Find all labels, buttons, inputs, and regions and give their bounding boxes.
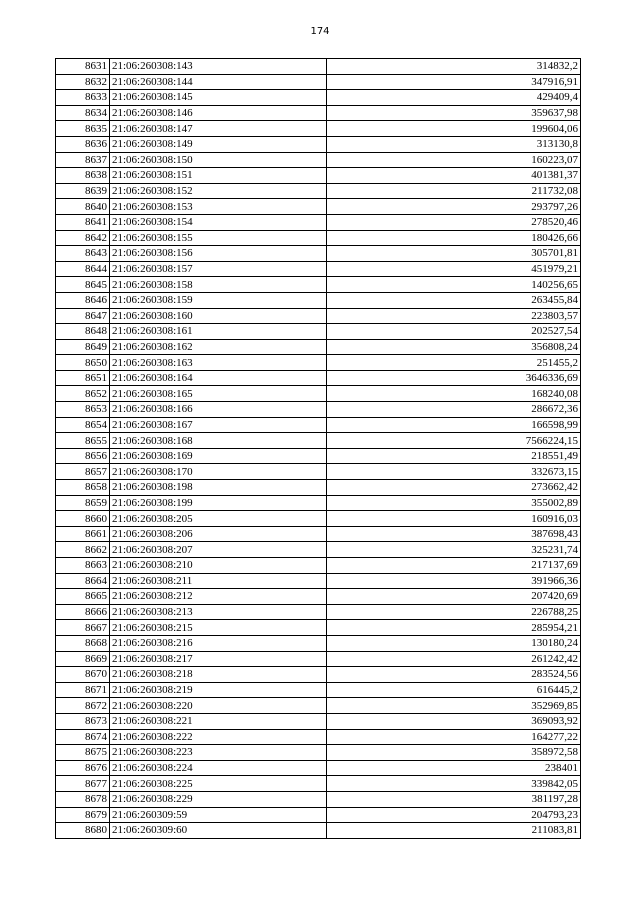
cadastral-number-cell: 21:06:260308:157 — [110, 261, 327, 277]
row-number-cell: 8674 — [56, 729, 110, 745]
table-row — [56, 698, 581, 714]
cadastral-number-cell: 21:06:260308:168 — [110, 433, 327, 449]
cadastral-number-cell: 21:06:260308:206 — [110, 526, 327, 542]
table-row — [56, 464, 581, 480]
cadastral-value-cell: 616445,2 — [327, 682, 581, 698]
cadastral-value-cell: 325231,74 — [327, 542, 581, 558]
row-number-cell: 8644 — [56, 261, 110, 277]
row-number-cell: 8641 — [56, 214, 110, 230]
cadastral-number-cell: 21:06:260308:211 — [110, 573, 327, 589]
row-number-cell: 8635 — [56, 121, 110, 137]
row-number-cell: 8673 — [56, 713, 110, 729]
cadastral-number-cell: 21:06:260308:169 — [110, 448, 327, 464]
cadastral-number-cell: 21:06:260308:165 — [110, 386, 327, 402]
table-row — [56, 745, 581, 761]
row-number-cell: 8657 — [56, 464, 110, 480]
cadastral-value-cell: 218551,49 — [327, 448, 581, 464]
cadastral-number-cell: 21:06:260308:170 — [110, 464, 327, 480]
cadastral-number-cell: 21:06:260308:147 — [110, 121, 327, 137]
cadastral-value-cell: 211732,08 — [327, 183, 581, 199]
table-row — [56, 105, 581, 121]
row-number-cell: 8652 — [56, 386, 110, 402]
cadastral-number-cell: 21:06:260308:225 — [110, 776, 327, 792]
table-row — [56, 760, 581, 776]
row-number-cell: 8666 — [56, 604, 110, 620]
table-row — [56, 214, 581, 230]
cadastral-number-cell: 21:06:260308:145 — [110, 90, 327, 106]
row-number-cell: 8648 — [56, 324, 110, 340]
row-number-cell: 8664 — [56, 573, 110, 589]
cadastral-value-cell: 285954,21 — [327, 620, 581, 636]
cadastral-value-cell: 381197,28 — [327, 791, 581, 807]
row-number-cell: 8632 — [56, 74, 110, 90]
cadastral-number-cell: 21:06:260308:156 — [110, 246, 327, 262]
cadastral-value-cell: 355002,89 — [327, 495, 581, 511]
row-number-cell: 8665 — [56, 589, 110, 605]
cadastral-number-cell: 21:06:260308:155 — [110, 230, 327, 246]
table-row — [56, 651, 581, 667]
registry-table-body — [56, 59, 581, 839]
table-row — [56, 635, 581, 651]
cadastral-value-cell: 429409,4 — [327, 90, 581, 106]
table-row — [56, 682, 581, 698]
row-number-cell: 8654 — [56, 417, 110, 433]
table-row — [56, 355, 581, 371]
row-number-cell: 8637 — [56, 152, 110, 168]
cadastral-value-cell: 180426,66 — [327, 230, 581, 246]
row-number-cell: 8661 — [56, 526, 110, 542]
row-number-cell: 8663 — [56, 558, 110, 574]
cadastral-value-cell: 273662,42 — [327, 480, 581, 496]
cadastral-value-cell: 204793,23 — [327, 807, 581, 823]
table-row — [56, 277, 581, 293]
table-row — [56, 558, 581, 574]
table-row — [56, 230, 581, 246]
cadastral-number-cell: 21:06:260309:59 — [110, 807, 327, 823]
cadastral-value-cell: 168240,08 — [327, 386, 581, 402]
cadastral-number-cell: 21:06:260308:229 — [110, 791, 327, 807]
cadastral-value-cell: 339842,05 — [327, 776, 581, 792]
row-number-cell: 8650 — [56, 355, 110, 371]
row-number-cell: 8675 — [56, 745, 110, 761]
table-row — [56, 620, 581, 636]
cadastral-number-cell: 21:06:260308:146 — [110, 105, 327, 121]
cadastral-value-cell: 140256,65 — [327, 277, 581, 293]
row-number-cell: 8656 — [56, 448, 110, 464]
cadastral-value-cell: 160916,03 — [327, 511, 581, 527]
cadastral-number-cell: 21:06:260308:217 — [110, 651, 327, 667]
cadastral-value-cell: 238401 — [327, 760, 581, 776]
cadastral-value-cell: 286672,36 — [327, 402, 581, 418]
cadastral-value-cell: 401381,37 — [327, 168, 581, 184]
table-row — [56, 386, 581, 402]
table-row — [56, 729, 581, 745]
row-number-cell: 8633 — [56, 90, 110, 106]
cadastral-value-cell: 391966,36 — [327, 573, 581, 589]
row-number-cell: 8660 — [56, 511, 110, 527]
row-number-cell: 8659 — [56, 495, 110, 511]
table-row — [56, 604, 581, 620]
table-row — [56, 667, 581, 683]
cadastral-value-cell: 217137,69 — [327, 558, 581, 574]
row-number-cell: 8670 — [56, 667, 110, 683]
row-number-cell: 8655 — [56, 433, 110, 449]
cadastral-number-cell: 21:06:260308:210 — [110, 558, 327, 574]
cadastral-number-cell: 21:06:260308:144 — [110, 74, 327, 90]
cadastral-value-cell: 160223,07 — [327, 152, 581, 168]
row-number-cell: 8677 — [56, 776, 110, 792]
cadastral-value-cell: 199604,06 — [327, 121, 581, 137]
cadastral-number-cell: 21:06:260308:158 — [110, 277, 327, 293]
row-number-cell: 8642 — [56, 230, 110, 246]
cadastral-value-cell: 251455,2 — [327, 355, 581, 371]
table-row — [56, 511, 581, 527]
cadastral-value-cell: 166598,99 — [327, 417, 581, 433]
cadastral-value-cell: 451979,21 — [327, 261, 581, 277]
table-row — [56, 292, 581, 308]
table-row — [56, 90, 581, 106]
cadastral-number-cell: 21:06:260308:153 — [110, 199, 327, 215]
cadastral-number-cell: 21:06:260308:199 — [110, 495, 327, 511]
cadastral-number-cell: 21:06:260308:163 — [110, 355, 327, 371]
cadastral-number-cell: 21:06:260308:159 — [110, 292, 327, 308]
cadastral-value-cell: 207420,69 — [327, 589, 581, 605]
cadastral-value-cell: 359637,98 — [327, 105, 581, 121]
cadastral-number-cell: 21:06:260308:149 — [110, 136, 327, 152]
table-row — [56, 480, 581, 496]
cadastral-number-cell: 21:06:260308:150 — [110, 152, 327, 168]
cadastral-number-cell: 21:06:260308:143 — [110, 59, 327, 75]
row-number-cell: 8649 — [56, 339, 110, 355]
table-row — [56, 713, 581, 729]
table-row — [56, 199, 581, 215]
table-row — [56, 495, 581, 511]
cadastral-number-cell: 21:06:260308:151 — [110, 168, 327, 184]
row-number-cell: 8653 — [56, 402, 110, 418]
row-number-cell: 8672 — [56, 698, 110, 714]
table-row — [56, 402, 581, 418]
row-number-cell: 8667 — [56, 620, 110, 636]
cadastral-value-cell: 352969,85 — [327, 698, 581, 714]
row-number-cell: 8671 — [56, 682, 110, 698]
row-number-cell: 8669 — [56, 651, 110, 667]
row-number-cell: 8658 — [56, 480, 110, 496]
cadastral-value-cell: 347916,91 — [327, 74, 581, 90]
table-row — [56, 823, 581, 839]
table-row — [56, 433, 581, 449]
cadastral-number-cell: 21:06:260308:154 — [110, 214, 327, 230]
table-row — [56, 776, 581, 792]
table-row — [56, 339, 581, 355]
cadastral-number-cell: 21:06:260308:220 — [110, 698, 327, 714]
cadastral-number-cell: 21:06:260308:221 — [110, 713, 327, 729]
page-number: 174 — [310, 26, 330, 37]
cadastral-value-cell: 223803,57 — [327, 308, 581, 324]
cadastral-number-cell: 21:06:260308:162 — [110, 339, 327, 355]
cadastral-number-cell: 21:06:260308:167 — [110, 417, 327, 433]
cadastral-value-cell: 261242,42 — [327, 651, 581, 667]
cadastral-value-cell: 202527,54 — [327, 324, 581, 340]
row-number-cell: 8668 — [56, 635, 110, 651]
table-row — [56, 589, 581, 605]
cadastral-number-cell: 21:06:260308:219 — [110, 682, 327, 698]
cadastral-number-cell: 21:06:260308:152 — [110, 183, 327, 199]
cadastral-number-cell: 21:06:260308:160 — [110, 308, 327, 324]
table-row — [56, 370, 581, 386]
cadastral-number-cell: 21:06:260309:60 — [110, 823, 327, 839]
cadastral-value-cell: 293797,26 — [327, 199, 581, 215]
table-row — [56, 121, 581, 137]
table-row — [56, 168, 581, 184]
cadastral-value-cell: 7566224,15 — [327, 433, 581, 449]
cadastral-value-cell: 130180,24 — [327, 635, 581, 651]
cadastral-number-cell: 21:06:260308:215 — [110, 620, 327, 636]
row-number-cell: 8678 — [56, 791, 110, 807]
row-number-cell: 8643 — [56, 246, 110, 262]
row-number-cell: 8640 — [56, 199, 110, 215]
cadastral-number-cell: 21:06:260308:198 — [110, 480, 327, 496]
cadastral-value-cell: 211083,81 — [327, 823, 581, 839]
table-row — [56, 417, 581, 433]
table-row — [56, 261, 581, 277]
cadastral-number-cell: 21:06:260308:161 — [110, 324, 327, 340]
cadastral-number-cell: 21:06:260308:222 — [110, 729, 327, 745]
cadastral-value-cell: 305701,81 — [327, 246, 581, 262]
cadastral-number-cell: 21:06:260308:224 — [110, 760, 327, 776]
row-number-cell: 8645 — [56, 277, 110, 293]
table-row — [56, 59, 581, 75]
cadastral-value-cell: 369093,92 — [327, 713, 581, 729]
cadastral-number-cell: 21:06:260308:218 — [110, 667, 327, 683]
cadastral-value-cell: 164277,22 — [327, 729, 581, 745]
row-number-cell: 8679 — [56, 807, 110, 823]
cadastral-value-cell: 3646336,69 — [327, 370, 581, 386]
table-row — [56, 183, 581, 199]
cadastral-number-cell: 21:06:260308:164 — [110, 370, 327, 386]
cadastral-value-cell: 314832,2 — [327, 59, 581, 75]
row-number-cell: 8631 — [56, 59, 110, 75]
cadastral-number-cell: 21:06:260308:166 — [110, 402, 327, 418]
table-row — [56, 246, 581, 262]
row-number-cell: 8636 — [56, 136, 110, 152]
row-number-cell: 8662 — [56, 542, 110, 558]
cadastral-number-cell: 21:06:260308:216 — [110, 635, 327, 651]
cadastral-value-cell: 387698,43 — [327, 526, 581, 542]
registry-table — [55, 58, 581, 839]
table-row — [56, 448, 581, 464]
cadastral-number-cell: 21:06:260308:213 — [110, 604, 327, 620]
cadastral-number-cell: 21:06:260308:207 — [110, 542, 327, 558]
table-row — [56, 152, 581, 168]
row-number-cell: 8639 — [56, 183, 110, 199]
table-row — [56, 807, 581, 823]
row-number-cell: 8647 — [56, 308, 110, 324]
row-number-cell: 8646 — [56, 292, 110, 308]
cadastral-number-cell: 21:06:260308:223 — [110, 745, 327, 761]
table-row — [56, 573, 581, 589]
table-row — [56, 308, 581, 324]
cadastral-value-cell: 283524,56 — [327, 667, 581, 683]
row-number-cell: 8634 — [56, 105, 110, 121]
table-row — [56, 542, 581, 558]
row-number-cell: 8651 — [56, 370, 110, 386]
cadastral-value-cell: 332673,15 — [327, 464, 581, 480]
row-number-cell: 8680 — [56, 823, 110, 839]
table-row — [56, 526, 581, 542]
table-row — [56, 136, 581, 152]
table-row — [56, 324, 581, 340]
row-number-cell: 8638 — [56, 168, 110, 184]
cadastral-value-cell: 356808,24 — [327, 339, 581, 355]
cadastral-value-cell: 263455,84 — [327, 292, 581, 308]
cadastral-number-cell: 21:06:260308:212 — [110, 589, 327, 605]
cadastral-value-cell: 278520,46 — [327, 214, 581, 230]
cadastral-value-cell: 226788,25 — [327, 604, 581, 620]
table-row — [56, 74, 581, 90]
row-number-cell: 8676 — [56, 760, 110, 776]
cadastral-value-cell: 313130,8 — [327, 136, 581, 152]
cadastral-value-cell: 358972,58 — [327, 745, 581, 761]
table-row — [56, 791, 581, 807]
cadastral-number-cell: 21:06:260308:205 — [110, 511, 327, 527]
